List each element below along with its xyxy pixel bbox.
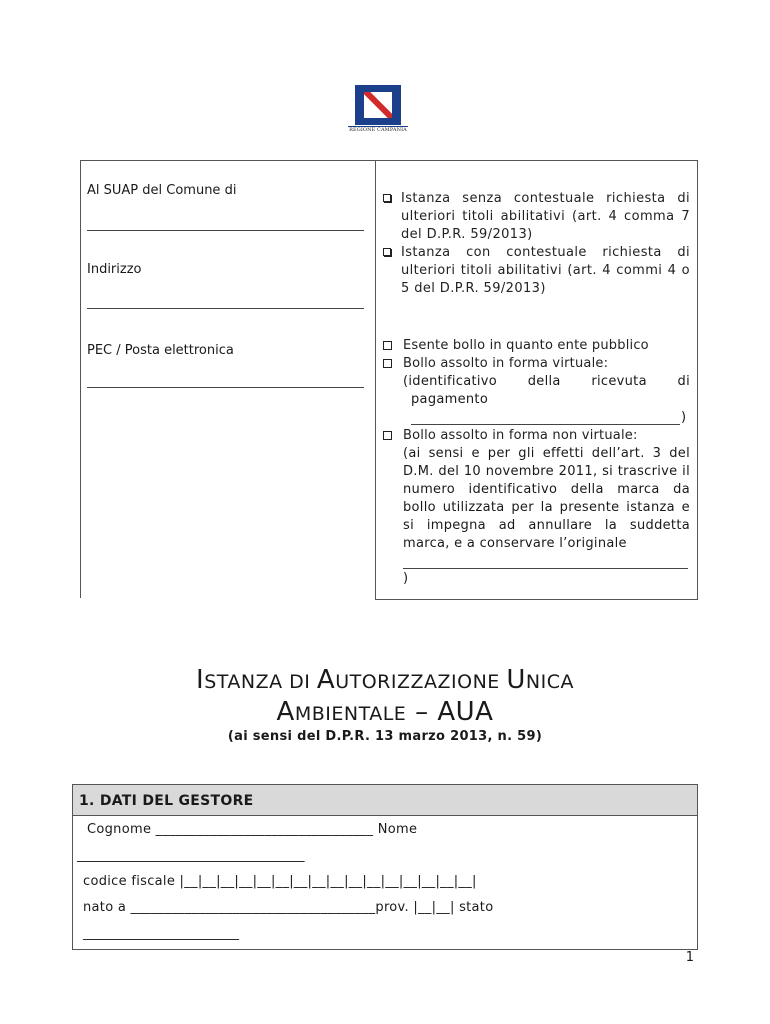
marca-bollo-field[interactable] [403, 568, 688, 569]
region-shield-icon [355, 85, 401, 125]
bollo-non-virtuale-detail: (ai sensi e per gli effetti dell’art. 3 del D.M. del 10 novembre 2011, si trascrive il numero identificativo della marca da bollo utilizzata per la presente istanza e si impegna ad annullare la suddetta marca, e a conservare l’originale [403, 446, 690, 551]
bollo-virtuale-pagamento: pagamento [411, 392, 489, 407]
checkbox-icon[interactable] [383, 359, 392, 368]
address-field[interactable] [87, 308, 364, 309]
option-istanza-con[interactable] [383, 244, 690, 298]
section-heading-label: 1. DATI DEL GESTORE [79, 793, 254, 809]
checkbox-icon[interactable] [383, 341, 392, 350]
document-title [0, 665, 770, 729]
nato-a-row[interactable]: nato a ____________________________________prov. |__|__| stato [83, 900, 494, 915]
option-istanza-senza[interactable] [383, 190, 690, 244]
pec-field[interactable] [87, 387, 364, 388]
option-bollo-non-virtuale-label: Bollo assolto in forma non virtuale: [403, 428, 638, 443]
frame-left-border [80, 160, 81, 598]
checkbox-icon[interactable] [383, 431, 392, 440]
frame-middle-divider [375, 160, 376, 600]
section-heading [73, 785, 697, 816]
bollo-virtuale-close: ) [681, 410, 687, 425]
option-bollo-virtuale-label: Bollo assolto in forma virtuale: [403, 356, 609, 371]
codice-fiscale-row[interactable]: codice fiscale |__|__|__|__|__|__|__|__|__|__|__|__|__|__|__|__| [83, 874, 477, 889]
region-logo [348, 85, 408, 139]
frame-right-border [697, 160, 698, 600]
nome-field[interactable]: ___________________________________ [77, 848, 305, 863]
suap-label: Al SUAP del Comune di [87, 183, 237, 198]
pec-label: PEC / Posta elettronica [87, 343, 234, 358]
suap-comune-field[interactable] [87, 230, 364, 231]
ricevuta-pagamento-field[interactable] [411, 424, 680, 425]
address-label: Indirizzo [87, 262, 142, 277]
option-bollo-non-virtuale[interactable] [383, 427, 690, 445]
document-title-line-1: ISTANZA DI AUTORIZZAZIONE UNICA [196, 665, 574, 695]
option-bollo-virtuale[interactable] [383, 355, 690, 373]
document-title-line-2: AMBIENTALE – AUA [276, 697, 494, 727]
bollo-non-virtuale-close: ) [403, 571, 409, 586]
option-istanza-con-label: Istanza con contestuale richiesta di ulteriori titoli abilitativi (art. 4 commi 4 o 5 del D.P.R. 59/2013) [401, 245, 690, 296]
option-istanza-senza-label: Istanza senza contestuale richiesta di ulteriori titoli abilitativi (art. 4 comma 7 del D.P.R. 59/2013) [401, 191, 690, 242]
frame-right-bottom-border [375, 599, 698, 600]
logo-caption: REGIONE CAMPANIA [349, 127, 407, 133]
document-subtitle: (ai sensi del D.P.R. 13 marzo 2013, n. 59) [227, 729, 543, 744]
section-dati-gestore [72, 784, 698, 950]
option-esente-bollo[interactable] [383, 337, 690, 355]
checkbox-icon[interactable] [383, 194, 391, 202]
frame-top-border [80, 160, 698, 161]
stato-field[interactable]: ________________________ [83, 926, 239, 941]
cognome-nome-row[interactable]: Cognome ________________________________ Nome [87, 822, 418, 837]
page-number: 1 [685, 950, 694, 965]
bollo-virtuale-detail: (identificativo della ricevuta di [403, 374, 690, 389]
checkbox-icon[interactable] [383, 248, 391, 256]
option-esente-bollo-label: Esente bollo in quanto ente pubblico [403, 338, 649, 353]
